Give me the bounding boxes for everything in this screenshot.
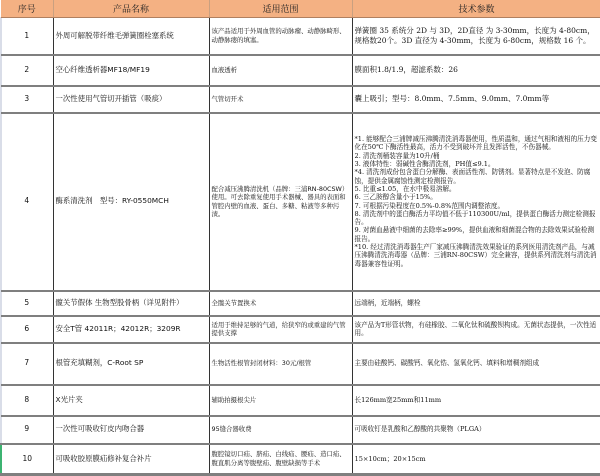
cell-index[interactable]: 4 [1,113,53,291]
table-row [1,385,600,416]
cell-index[interactable]: 7 [1,343,53,385]
spec-line: 3. 液体特性：弱碱性含酶清洗剂，PH值≤9.1。 [354,160,495,169]
spec-line: 8. 清洗剂中的蛋白酶活力平均值不低于110300U/ml，提供蛋白酶活力测定检测报告。 [354,209,596,227]
header-row [1,0,600,18]
cell-spec[interactable]: 长126mm宽25mm和11mm [352,385,600,416]
cell-name[interactable]: 外周可解脱带纤维毛弹簧圈栓塞系统 [53,18,209,55]
cell-index[interactable]: 10 [1,444,53,475]
cell-index[interactable]: 8 [1,385,53,416]
cell-scope[interactable]: 生物活性根管封闭材料：30元/根管 [209,343,352,385]
spec-line: *4. 清洗剂成份包含蛋白分解酶、表面活性剂、防锈剂。显著特点是不发泡、防腐蚀，提供金属腐蚀性测定检测报告。 [354,168,591,185]
spec-line: 5. 比重≤1.05，在水中极易溶解。 [354,184,456,193]
cell-index[interactable]: 5 [1,291,53,316]
cell-index[interactable]: 9 [1,416,53,444]
cell-spec[interactable]: 远端柄，近端柄，螺栓 [352,291,600,316]
cell-name[interactable]: 酶系清洗剂 型号：RY-0550MCH [53,113,209,291]
cell-index[interactable]: 1 [1,18,53,55]
cell-spec[interactable]: 主要由硅酸钙、碳酸钙、氧化锆、氢氧化钙、填料和增稠剂组成 [352,343,600,385]
spec-line: *1. 能够配合三浦牌减压沸腾清洗消毒器使用，性质温和，通过气相和液相的压力变化在50℃下酶活性最高，活力不受到破坏并且发挥活性，不伤器械。 [354,135,597,152]
table-row [1,18,600,55]
cell-scope[interactable]: 该产品适用于外周血管的动脉瘤、动静脉畸形、动静脉瘘的填塞。 [209,18,352,55]
spec-line: 9. 对菌血悬液中细菌的去除率≥99%，提供血液和细菌混合物的去除效果试验检测报告。 [354,226,595,243]
cell-index[interactable]: 2 [1,55,53,86]
header-index[interactable]: 序号 [1,0,53,18]
cell-index[interactable]: 6 [1,316,53,343]
cell-name[interactable]: 髋关节假体 生物型股骨柄（详见附件） [53,291,209,316]
cell-scope[interactable]: 腹腔镜切口疝、脐疝、白线疝、腰疝、造口疝、腹直肌分离等腹壁疝、腹壁缺损等手术 [209,444,352,475]
cell-scope[interactable]: 适用于维持足够的气道，给狭窄的或重建的气管提供支撑 [209,316,352,343]
cell-name[interactable]: 空心纤维透析器MF18/MF19 [53,55,209,86]
cell-scope[interactable]: 全髋关节置换术 [209,291,352,316]
table-row [1,113,600,291]
table-row [1,444,600,475]
cell-spec[interactable]: 弹簧圈 35 系统分 2D 与 3D，2D直径 为 3-30mm，长度为 4-80cm，规格数20个。3D 直径为 4-30mm，长度为 6-80cm，规格数 16 个。 [352,18,600,55]
cell-scope[interactable]: 配合减压沸腾清洗机（品牌：三浦RN-80CSW）使用。可去除重复使用手术器械、器具的表面和管腔内壁的血液、蛋白、多糖、粘液等多种污渍。 [209,113,352,291]
cell-scope[interactable]: 气管切开术 [209,86,352,113]
table-row [1,416,600,444]
cell-name[interactable]: X光片夹 [53,385,209,416]
cell-spec[interactable]: 该产品为T形管状物，有硅橡胶、二氧化钛和硫酸钡构成。无菌状态提供，一次性适用。 [352,316,600,343]
header-scope[interactable]: 适用范围 [209,0,352,18]
spec-line: 2. 清洗剂桶装容量为10升/桶 [354,151,440,160]
cell-name[interactable]: 可吸收胶原膜疝修补复合补片 [53,444,209,475]
table-row [1,291,600,316]
spec-line: 7. 可根据污染程度在0.5%-0.8%范围内调整浓度。 [354,201,505,210]
header-name[interactable]: 产品名称 [53,0,209,18]
cell-name[interactable]: 安全T管 42011R；42012R；3209R [53,316,209,343]
header-spec[interactable]: 技术参数 [352,0,600,18]
table-row [1,55,600,86]
cell-spec[interactable]: 15×10cm；20×15cm [352,444,600,475]
table-row [1,343,600,385]
cell-name[interactable]: 一次性可吸收钉皮内吻合器 [53,416,209,444]
table-row [1,86,600,113]
spec-line: 6. 三乙胺醇含量小于15%。 [354,193,437,202]
cell-name[interactable]: 一次性使用气管切开插管（吸痰） [53,86,209,113]
spec-line: *10. 经过清洗消毒器生产厂家减压沸腾清洗效果验证的系列医用清洗剂产品，与减压沸腾清洗消毒器（品牌：三浦RN-80CSW）完全兼容，提供系列清洗剂与清洗消毒器兼容性证明。 [354,242,597,268]
cell-scope[interactable]: 血液透析 [209,55,352,86]
table-row [1,316,600,343]
cell-spec[interactable] [352,113,600,291]
cell-spec[interactable]: 膜面积1.8/1.9，超滤系数：26 [352,55,600,86]
cell-spec[interactable]: 可吸收钉是乳酸和乙醇酸的共聚物（PLGA） [352,416,600,444]
cell-index[interactable]: 3 [1,86,53,113]
cell-name[interactable]: 根管充填糊剂，C-Root SP [53,343,209,385]
cell-scope[interactable]: 辅助拍摄根尖片 [209,385,352,416]
cell-spec[interactable]: 囊上吸引；型号：8.0mm、7.5mm、9.0mm、7.0mm等 [352,86,600,113]
cell-scope[interactable]: 95缝合器收费 [209,416,352,444]
